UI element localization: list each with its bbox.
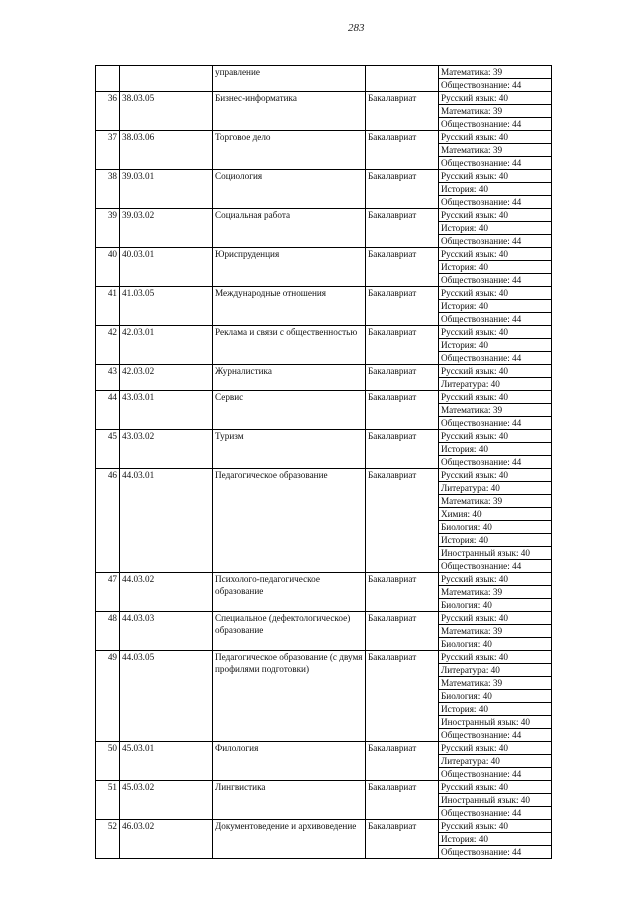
row-number: 46	[96, 469, 120, 573]
program-code: 46.03.02	[120, 820, 213, 859]
education-level: Бакалавриат	[366, 131, 439, 170]
table-row	[96, 131, 552, 144]
exam-subject-score: Литература: 40	[439, 378, 552, 391]
exam-subject-score: Обществознание: 44	[439, 235, 552, 248]
program-code: 42.03.01	[120, 326, 213, 365]
education-level: Бакалавриат	[366, 365, 439, 391]
program-code: 43.03.01	[120, 391, 213, 430]
row-number: 49	[96, 651, 120, 742]
education-level: Бакалавриат	[366, 612, 439, 651]
program-name: Социальная работа	[213, 209, 366, 248]
page-number: 283	[348, 22, 365, 34]
row-number: 44	[96, 391, 120, 430]
exam-subject-score: Литература: 40	[439, 664, 552, 677]
row-number: 39	[96, 209, 120, 248]
table-row	[96, 742, 552, 755]
row-number: 38	[96, 170, 120, 209]
exam-subject-score: Русский язык: 40	[439, 612, 552, 625]
table-row	[96, 92, 552, 105]
table-row	[96, 287, 552, 300]
exam-subject-score: Русский язык: 40	[439, 820, 552, 833]
program-name: Сервис	[213, 391, 366, 430]
row-number: 37	[96, 131, 120, 170]
education-level: Бакалавриат	[366, 742, 439, 781]
exam-subject-score: Биология: 40	[439, 521, 552, 534]
education-level: Бакалавриат	[366, 92, 439, 131]
row-number: 47	[96, 573, 120, 612]
exam-subject-score: Математика: 39	[439, 144, 552, 157]
program-name: Филология	[213, 742, 366, 781]
exam-subject-score: Обществознание: 44	[439, 560, 552, 573]
program-name: Социология	[213, 170, 366, 209]
row-number: 36	[96, 92, 120, 131]
education-level: Бакалавриат	[366, 820, 439, 859]
exam-subject-score: Русский язык: 40	[439, 92, 552, 105]
exam-subject-score: История: 40	[439, 339, 552, 352]
exam-subject-score: Обществознание: 44	[439, 729, 552, 742]
education-level: Бакалавриат	[366, 573, 439, 612]
exam-subject-score: Русский язык: 40	[439, 209, 552, 222]
exam-subject-score: Обществознание: 44	[439, 79, 552, 92]
program-code	[120, 66, 213, 92]
exam-subject-score: Иностранный язык: 40	[439, 716, 552, 729]
program-name: Юриспруденция	[213, 248, 366, 287]
table-row	[96, 430, 552, 443]
exam-subject-score: Русский язык: 40	[439, 430, 552, 443]
exam-subject-score: Русский язык: 40	[439, 573, 552, 586]
exam-subject-score: Обществознание: 44	[439, 846, 552, 859]
table-row	[96, 326, 552, 339]
exam-subject-score: История: 40	[439, 833, 552, 846]
exam-subject-score: Русский язык: 40	[439, 651, 552, 664]
exam-subject-score: Русский язык: 40	[439, 131, 552, 144]
table-body	[96, 66, 552, 859]
education-level: Бакалавриат	[366, 781, 439, 820]
exam-subject-score: История: 40	[439, 183, 552, 196]
program-code: 38.03.05	[120, 92, 213, 131]
education-level: Бакалавриат	[366, 391, 439, 430]
table-row	[96, 573, 552, 586]
exam-subject-score: Биология: 40	[439, 690, 552, 703]
program-name: Специальное (дефектологическое) образование	[213, 612, 366, 651]
table-row	[96, 248, 552, 261]
program-code: 39.03.01	[120, 170, 213, 209]
program-name: Журналистика	[213, 365, 366, 391]
exam-subject-score: Обществознание: 44	[439, 417, 552, 430]
program-code: 44.03.02	[120, 573, 213, 612]
program-code: 43.03.02	[120, 430, 213, 469]
table-row	[96, 209, 552, 222]
program-code: 45.03.02	[120, 781, 213, 820]
exam-subject-score: Обществознание: 44	[439, 157, 552, 170]
education-level: Бакалавриат	[366, 287, 439, 326]
program-name: Педагогическое образование (с двумя профилями подготовки)	[213, 651, 366, 742]
table-row	[96, 365, 552, 378]
row-number: 48	[96, 612, 120, 651]
row-number: 52	[96, 820, 120, 859]
exam-subject-score: История: 40	[439, 443, 552, 456]
education-level: Бакалавриат	[366, 209, 439, 248]
exam-subject-score: Русский язык: 40	[439, 781, 552, 794]
education-level: Бакалавриат	[366, 170, 439, 209]
exam-subject-score: История: 40	[439, 534, 552, 547]
program-name: Бизнес-информатика	[213, 92, 366, 131]
exam-subject-score: Обществознание: 44	[439, 118, 552, 131]
row-number: 50	[96, 742, 120, 781]
exam-subject-score: Математика: 39	[439, 586, 552, 599]
program-name: Торговое дело	[213, 131, 366, 170]
program-code: 44.03.05	[120, 651, 213, 742]
exam-subject-score: Русский язык: 40	[439, 326, 552, 339]
table-row	[96, 820, 552, 833]
program-name: Лингвистика	[213, 781, 366, 820]
education-level	[366, 66, 439, 92]
table-row	[96, 170, 552, 183]
table-row	[96, 781, 552, 794]
exam-subject-score: Обществознание: 44	[439, 313, 552, 326]
program-name: Психолого-педагогическое образование	[213, 573, 366, 612]
exam-subject-score: Математика: 39	[439, 625, 552, 638]
exam-subject-score: Обществознание: 44	[439, 807, 552, 820]
program-name: Документоведение и архивоведение	[213, 820, 366, 859]
exam-subject-score: Математика: 39	[439, 677, 552, 690]
row-number: 41	[96, 287, 120, 326]
row-number: 51	[96, 781, 120, 820]
program-code: 41.03.05	[120, 287, 213, 326]
exam-subject-score: Математика: 39	[439, 495, 552, 508]
exam-subject-score: История: 40	[439, 222, 552, 235]
row-number: 45	[96, 430, 120, 469]
exam-subject-score: Химия: 40	[439, 508, 552, 521]
row-number: 42	[96, 326, 120, 365]
program-code: 40.03.01	[120, 248, 213, 287]
exam-subject-score: Математика: 39	[439, 404, 552, 417]
row-number: 43	[96, 365, 120, 391]
education-level: Бакалавриат	[366, 326, 439, 365]
exam-subject-score: Биология: 40	[439, 599, 552, 612]
education-level: Бакалавриат	[366, 469, 439, 573]
exam-subject-score: Русский язык: 40	[439, 170, 552, 183]
exam-subject-score: Русский язык: 40	[439, 248, 552, 261]
exam-subject-score: Русский язык: 40	[439, 742, 552, 755]
exam-subject-score: Иностранный язык: 40	[439, 547, 552, 560]
program-code: 38.03.06	[120, 131, 213, 170]
table-row	[96, 612, 552, 625]
exam-subject-score: Русский язык: 40	[439, 365, 552, 378]
education-level: Бакалавриат	[366, 651, 439, 742]
exam-subject-score: Русский язык: 40	[439, 469, 552, 482]
exam-subject-score: Литература: 40	[439, 755, 552, 768]
exam-subject-score: Математика: 39	[439, 66, 552, 79]
row-number	[96, 66, 120, 92]
table-row	[96, 391, 552, 404]
exam-subject-score: История: 40	[439, 703, 552, 716]
exam-subject-score: История: 40	[439, 300, 552, 313]
row-number: 40	[96, 248, 120, 287]
program-name: Педагогическое образование	[213, 469, 366, 573]
exam-subject-score: Обществознание: 44	[439, 274, 552, 287]
education-level: Бакалавриат	[366, 430, 439, 469]
program-name: Международные отношения	[213, 287, 366, 326]
admission-table	[95, 65, 552, 859]
program-name: Реклама и связи с общественностью	[213, 326, 366, 365]
table-row	[96, 66, 552, 79]
table-row	[96, 469, 552, 482]
exam-subject-score: Обществознание: 44	[439, 768, 552, 781]
exam-subject-score: Математика: 39	[439, 105, 552, 118]
program-name: Туризм	[213, 430, 366, 469]
table-row	[96, 651, 552, 664]
exam-subject-score: Обществознание: 44	[439, 352, 552, 365]
exam-subject-score: История: 40	[439, 261, 552, 274]
exam-subject-score: Литература: 40	[439, 482, 552, 495]
exam-subject-score: Обществознание: 44	[439, 456, 552, 469]
exam-subject-score: Иностранный язык: 40	[439, 794, 552, 807]
exam-subject-score: Русский язык: 40	[439, 287, 552, 300]
program-name: управление	[213, 66, 366, 92]
program-code: 44.03.01	[120, 469, 213, 573]
exam-subject-score: Биология: 40	[439, 638, 552, 651]
program-code: 44.03.03	[120, 612, 213, 651]
exam-subject-score: Русский язык: 40	[439, 391, 552, 404]
program-code: 45.03.01	[120, 742, 213, 781]
program-code: 42.03.02	[120, 365, 213, 391]
exam-subject-score: Обществознание: 44	[439, 196, 552, 209]
program-code: 39.03.02	[120, 209, 213, 248]
education-level: Бакалавриат	[366, 248, 439, 287]
